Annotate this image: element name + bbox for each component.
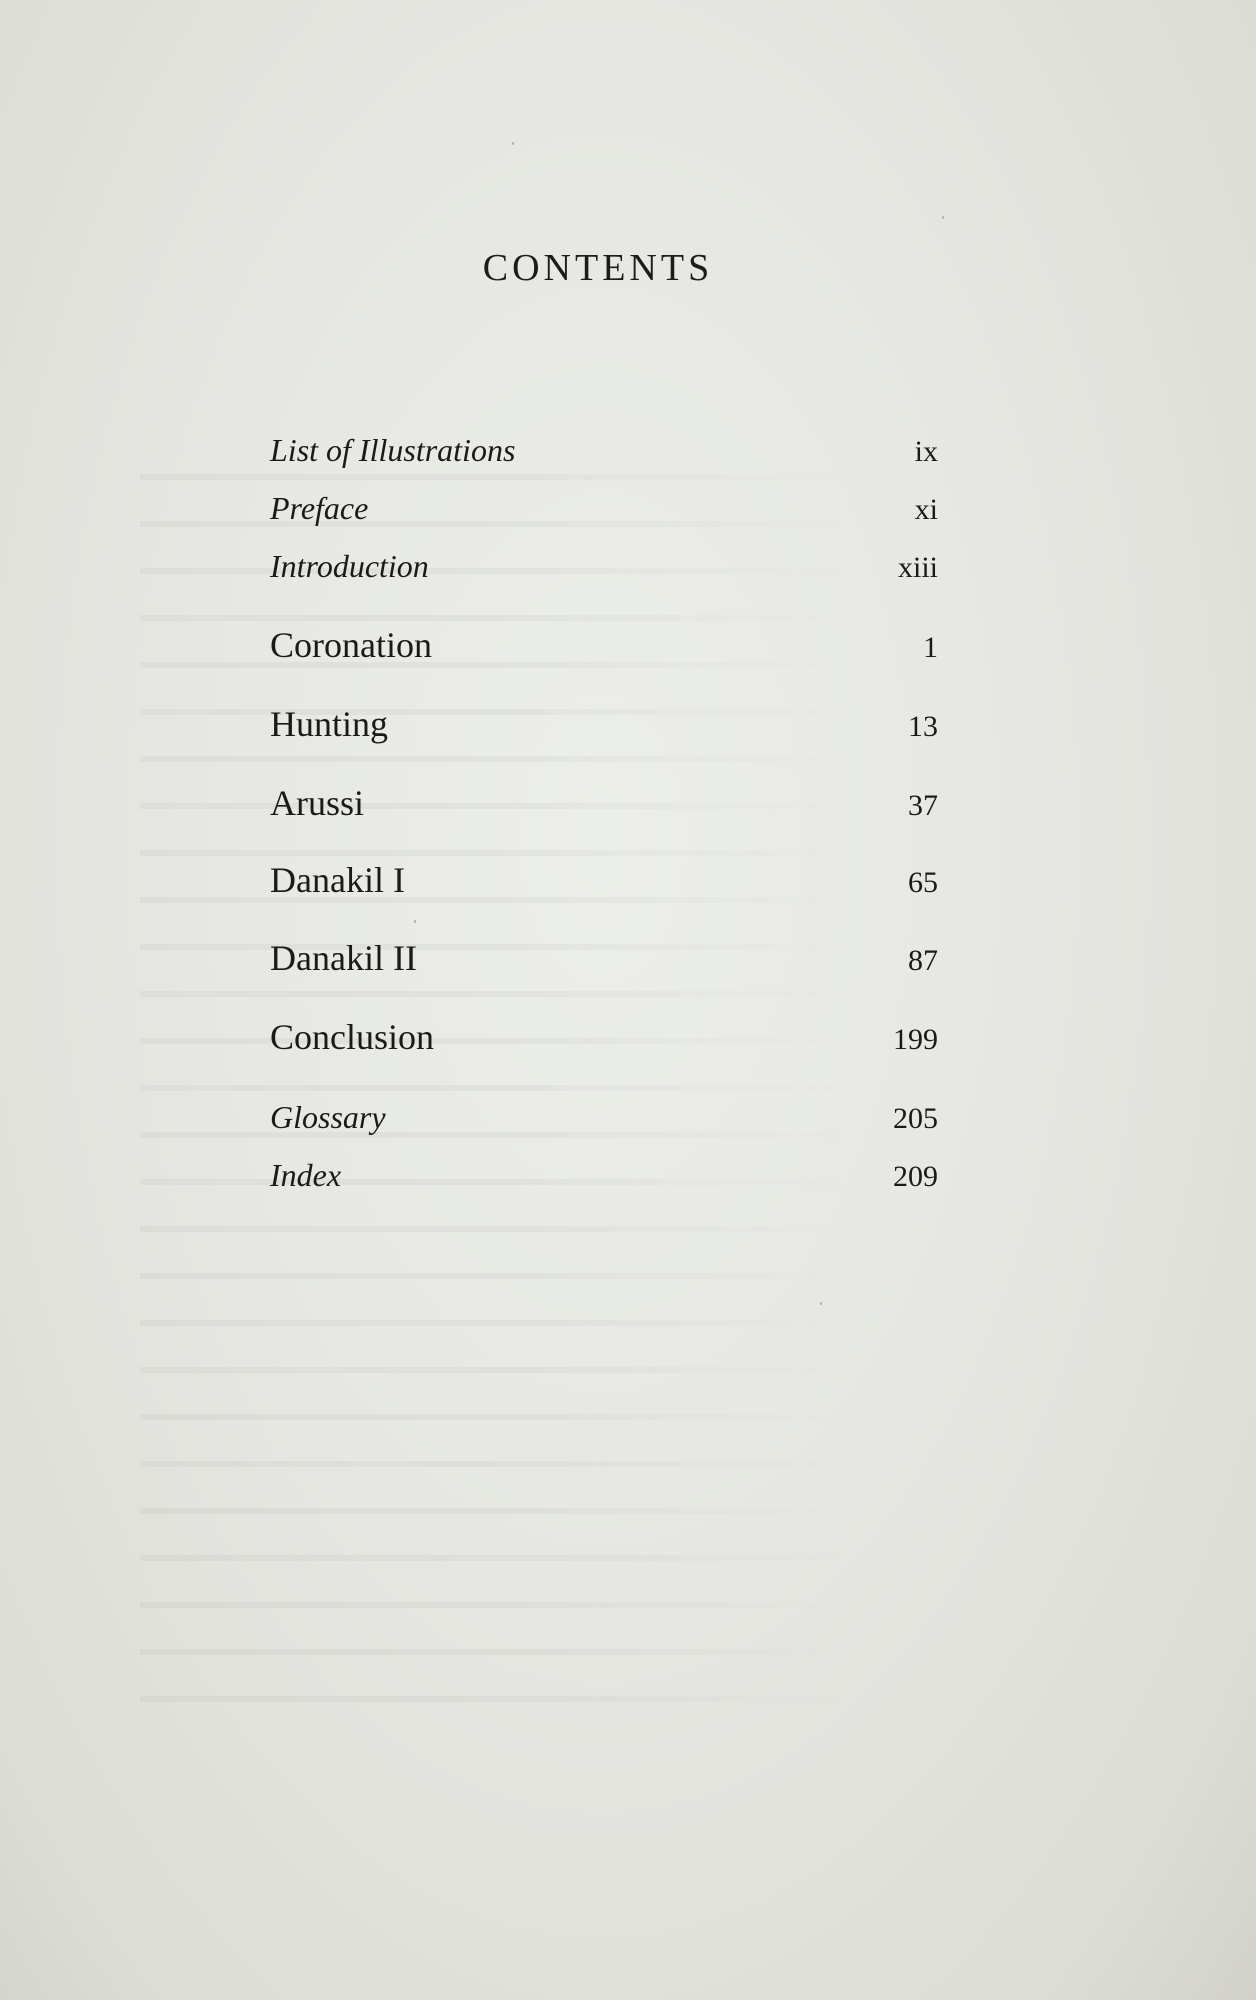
toc-entry-page: xiii [897,551,938,584]
contents-heading: CONTENTS [482,247,714,289]
toc-entry-page: 13 [908,710,938,743]
toc-entry-introduction[interactable] [270,548,938,585]
toc-entry-preface[interactable] [270,490,938,527]
toc-entry-title: Danakil II [270,938,417,978]
toc-entry-list-of-illustrations[interactable] [270,432,938,469]
toc-entry-coronation[interactable] [270,624,938,666]
toc-entry-danakil-2[interactable] [270,937,938,979]
toc-entry-page: 87 [908,944,938,977]
toc-entry-page: ix [914,435,938,468]
toc-entry-arussi[interactable] [270,782,938,824]
toc-entry-title: Preface [270,490,369,526]
toc-entry-conclusion[interactable] [270,1016,938,1058]
toc-entry-page: 205 [893,1102,938,1135]
toc-entry-page: 209 [893,1160,938,1193]
toc-entry-page: 199 [893,1023,938,1056]
toc-entry-page: 37 [908,789,938,822]
toc-entry-danakil-1[interactable] [270,859,938,901]
toc-entry-hunting[interactable] [270,703,938,745]
paper-speck [942,216,944,219]
toc-entry-title: Hunting [270,704,389,744]
table-of-contents [270,0,938,2000]
toc-entry-page: 1 [923,631,938,664]
toc-entry-title: List of Illustrations [270,432,516,468]
toc-entry-glossary[interactable] [270,1099,938,1136]
toc-entry-page: xi [914,493,938,526]
toc-entry-title: Glossary [270,1099,386,1135]
toc-entry-title: Introduction [270,548,429,584]
toc-entry-title: Danakil I [270,860,405,900]
toc-entry-title: Conclusion [270,1017,435,1057]
toc-entry-index[interactable] [270,1157,938,1194]
toc-entry-title: Index [270,1157,342,1193]
toc-entry-page: 65 [908,866,938,899]
toc-entry-title: Coronation [270,625,432,665]
toc-entry-title: Arussi [270,783,365,823]
